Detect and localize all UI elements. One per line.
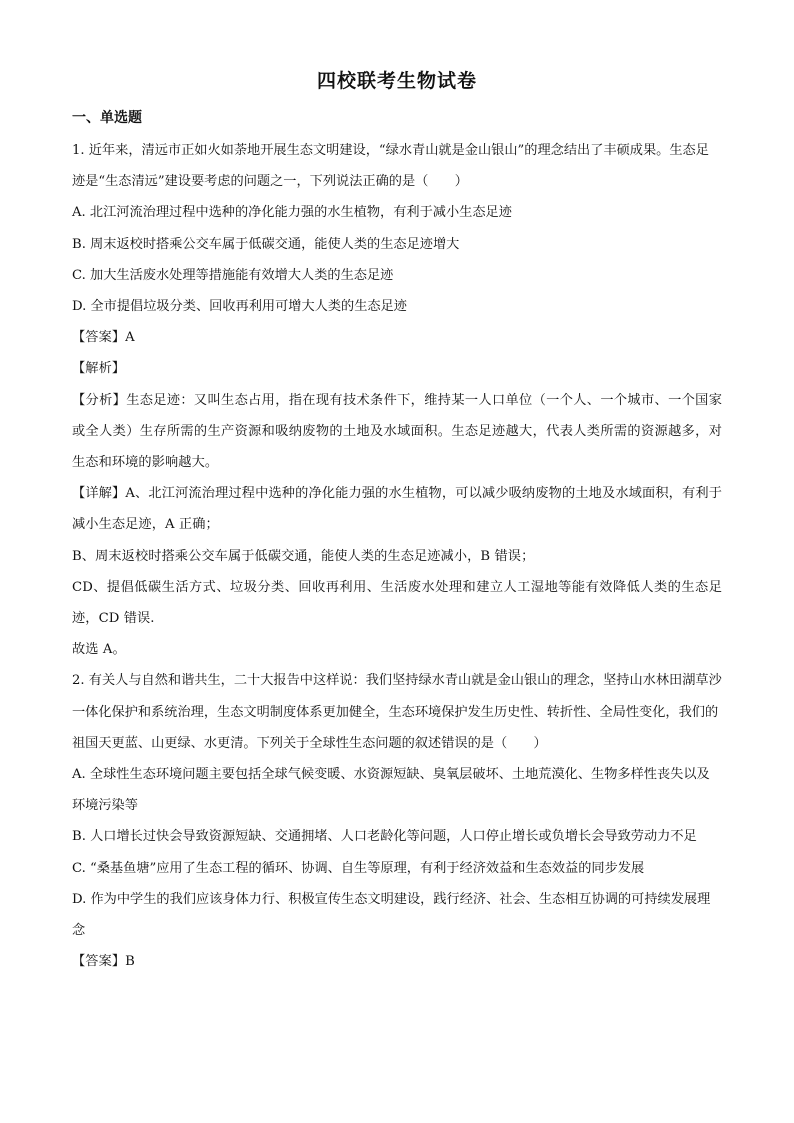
analysis-fenxi: 【分析】生态足迹：又叫生态占用，指在现有技术条件下，维持某一人口单位（一个人、一个城市、一个国家或全人类）生存所需的生产资源和吸纳废物的土地及水域面积。生态足迹越大，代表人类所需的资源越多，对生态和环境的影响越大。 [72,392,722,471]
option-a: A. 北江河流治理过程中选种的净化能力强的水生植物，有利于减小生态足迹 [72,205,512,221]
option-c: C. “桑基鱼塘”应用了生态工程的循环、协调、自生等原理，有利于经济效益和生态效益的同步发展 [72,860,645,876]
section-heading: 一、单选题 [72,110,142,126]
analysis-line-cd: CD、提倡低碳生活方式、垃圾分类、回收再利用、生活废水处理和建立人工湿地等能有效降低人类的生态足迹，CD 错误. [72,579,722,627]
answer-line: 【答案】A [72,330,135,346]
option-b: B. 周末返校时搭乘公交车属于低碳交通，能使人类的生态足迹增大 [72,236,460,252]
question-1 [72,135,722,665]
question-stem: 2. 有关人与自然和谐共生，二十大报告中这样说：我们坚持绿水青山就是金山银山的理念，坚持山水林田湖草沙一体化保护和系统治理，生态文明制度体系更加健全，生态环境保护发生历史性、转折性、全局性变化，我们的祖国天更蓝、山更绿、水更清。下列关于全球性生态问题的叙述错误的是（ ） [72,673,722,751]
option-b: B. 人口增长过快会导致资源短缺、交通拥堵、人口老龄化等问题，人口停止增长或负增长会导致劳动力不足 [72,829,697,845]
analysis-line-b: B、周末返校时搭乘公交车属于低碳交通，能使人类的生态足迹减小，B 错误； [72,548,535,564]
answer-line: 【答案】B [72,954,135,970]
analysis-xiangjie: 【详解】A、北江河流治理过程中选种的净化能力强的水生植物，可以减少吸纳废物的土地及水域面积，有利于减小生态足迹，A 正确； [72,486,722,533]
question-stem: 1. 近年来，清远市正如火如荼地开展生态文明建设，“绿水青山就是金山银山”的理念结出了丰硕成果。生态足迹是“生态清远”建设要考虑的问题之一，下列说法正确的是（ ） [72,143,709,190]
option-a: A. 全球性生态环境问题主要包括全球气候变暖、水资源短缺、臭氧层破坏、土地荒漠化、生物多样性丧失以及环境污染等 [72,767,710,814]
option-d: D. 作为中学生的我们应该身体力行、积极宣传生态文明建设，践行经济、社会、生态相互协调的可持续发展理念 [72,891,711,939]
page-title: 四校联考生物试卷 [316,70,477,92]
analysis-label: 【解析】 [72,361,126,377]
option-d: D. 全市提倡垃圾分类、回收再利用可增大人类的生态足迹 [72,299,407,315]
option-c: C. 加大生活废水处理等措施能有效增大人类的生态足迹 [72,267,394,283]
question-2 [72,665,722,977]
conclusion: 故选 A。 [72,642,126,658]
